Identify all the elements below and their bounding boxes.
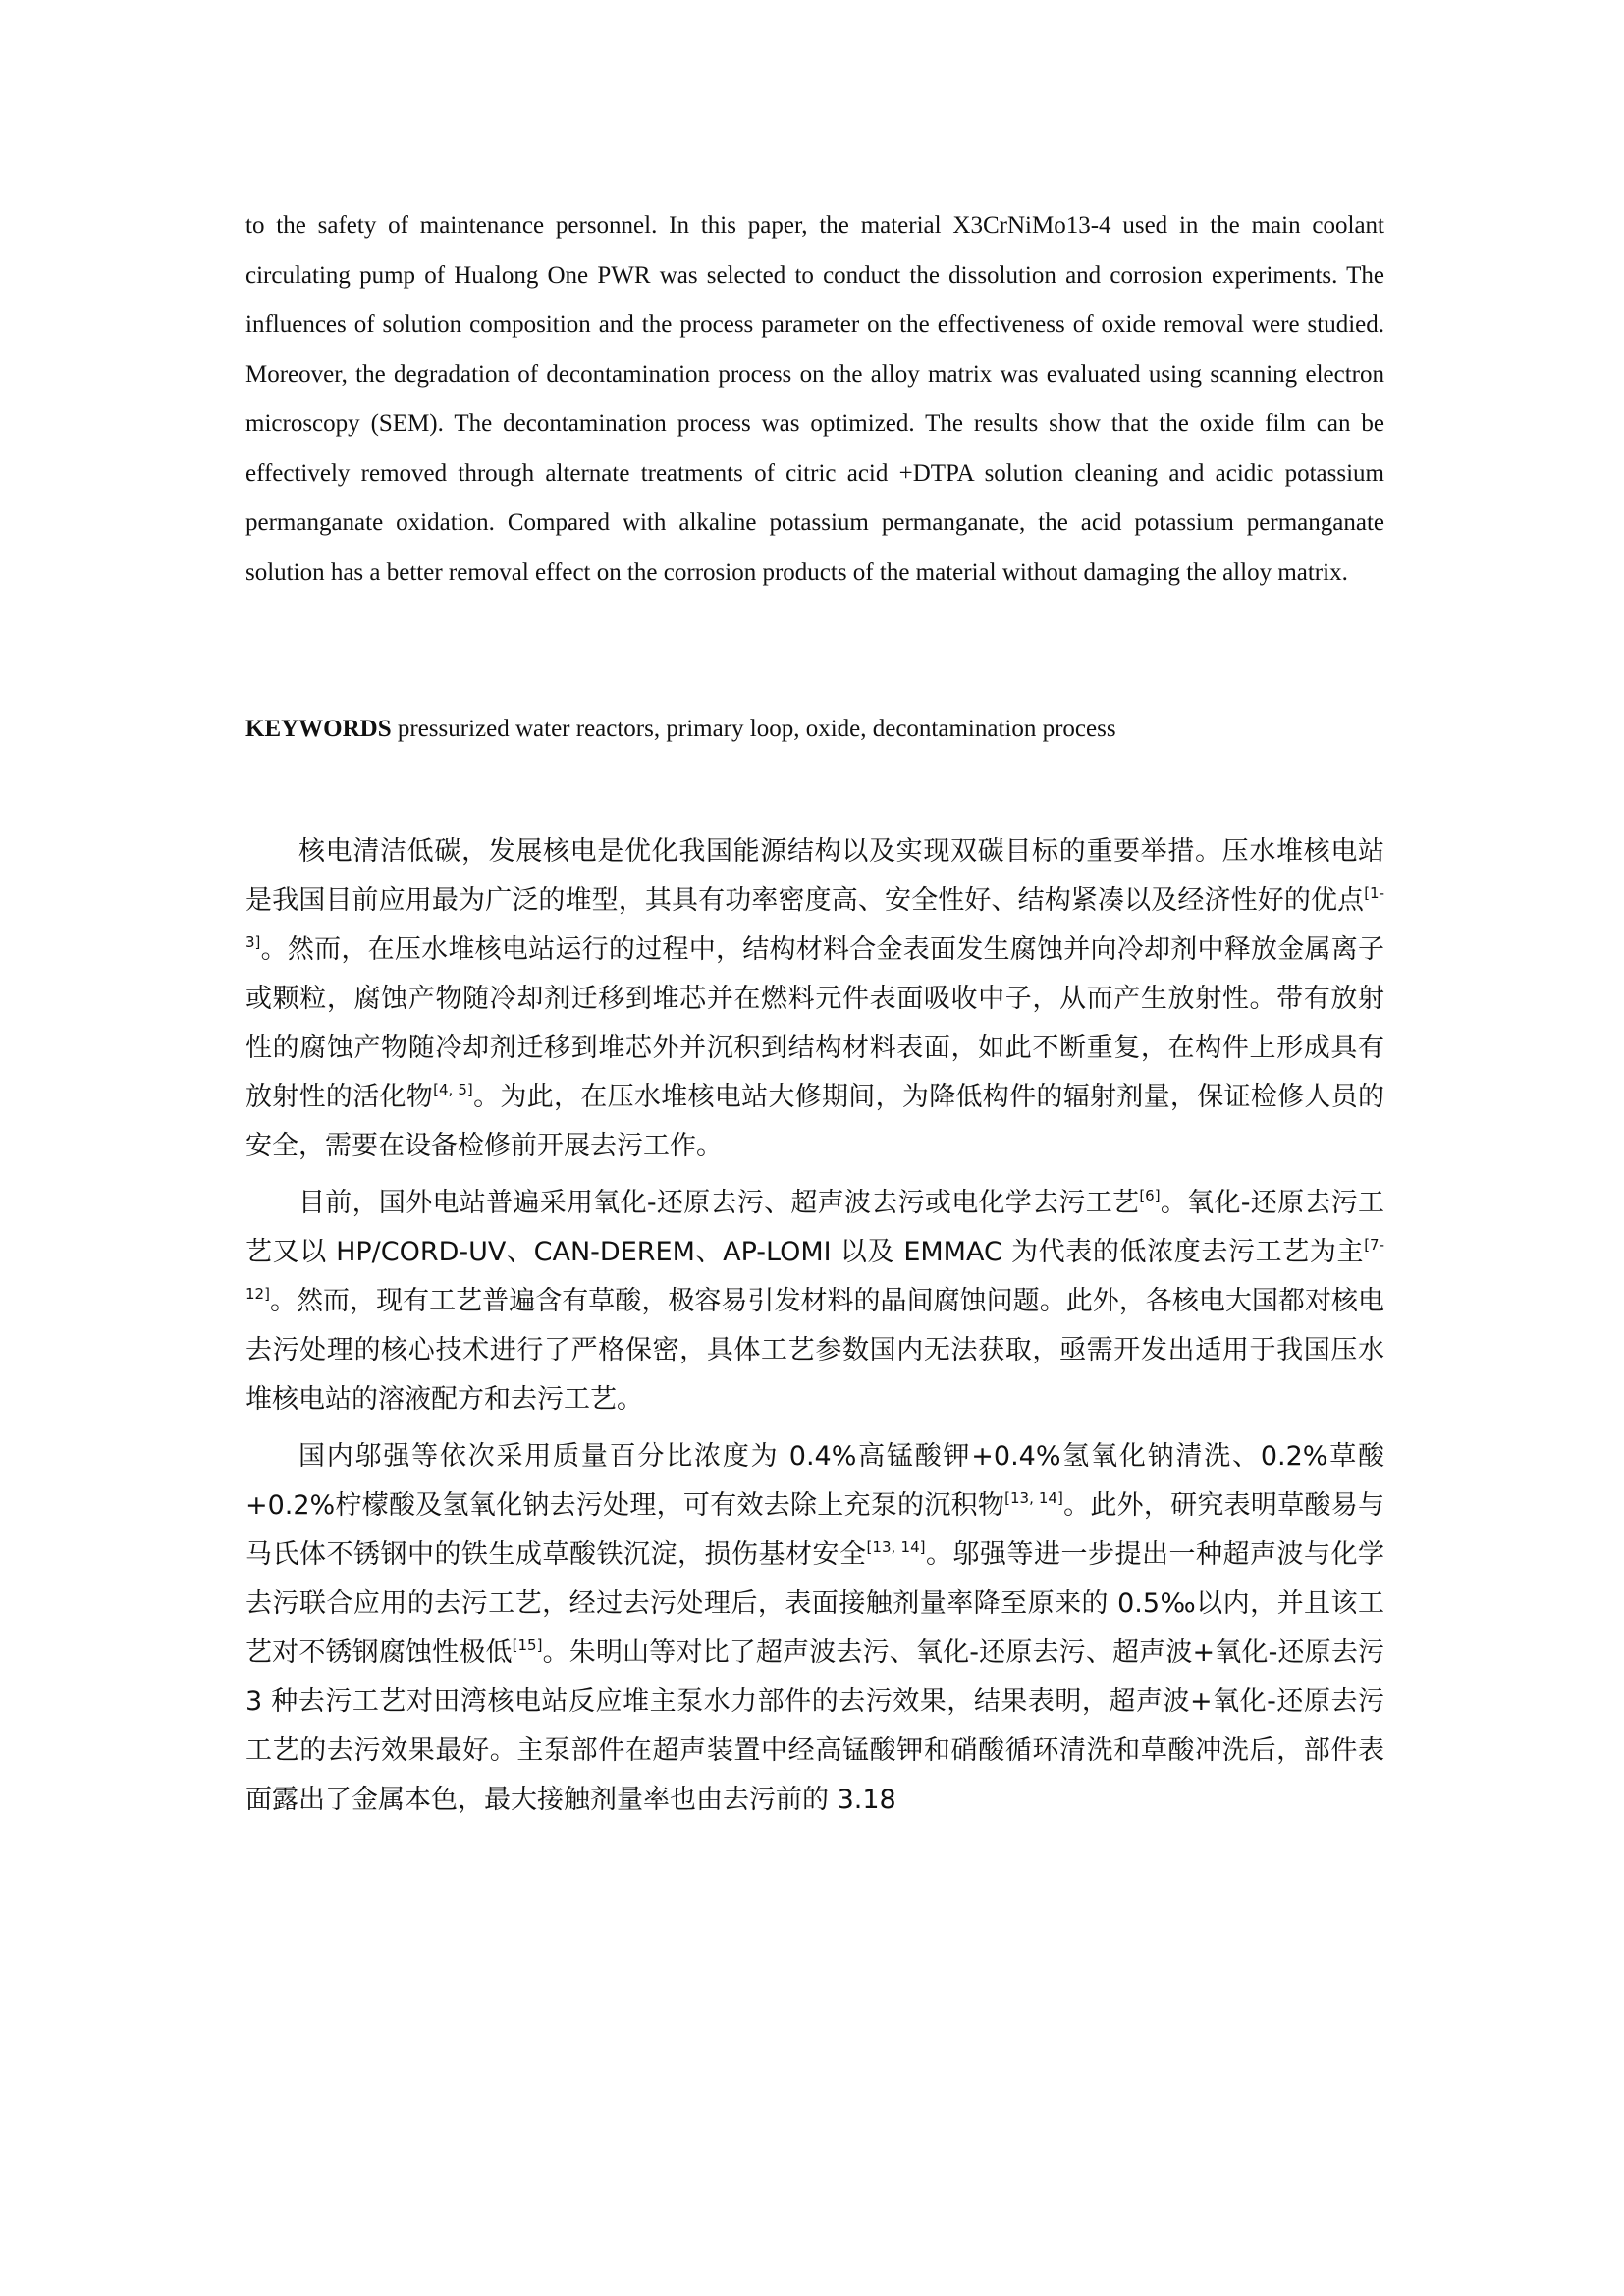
p2-citation-2[interactable]: [7-12] — [245, 1236, 1384, 1303]
p1-citation-1[interactable]: [1-3] — [245, 884, 1384, 951]
p1-text-3: 。为此，在压水堆核电站大修期间，为降低构件的辐射剂量，保证检修人员的安全，需要在设备检修前开展去污工作。 — [245, 1082, 1385, 1161]
paragraph-3 — [245, 1432, 1384, 1825]
p2-text-3: 。然而，现有工艺普遍含有草酸，极容易引发材料的晶间腐蚀问题。此外，各核电大国都对核电去污处理的核心技术进行了严格保密，具体工艺参数国内无法获取，亟需开发出适用于我国压水堆核电站的溶液配方和去污工艺。 — [245, 1286, 1384, 1415]
p1-text-1: 核电清洁低碳，发展核电是优化我国能源结构以及实现双碳目标的重要举措。压水堆核电站是我国目前应用最为广泛的堆型，其具有功率密度高、安全性好、结构紧凑以及经济性好的优点 — [245, 836, 1384, 916]
p2-citation-1[interactable]: [6] — [1139, 1187, 1161, 1204]
paragraph-2 — [245, 1179, 1384, 1424]
keywords-text: pressurized water reactors, primary loop, oxide, decontamination process — [391, 716, 1116, 742]
p3-text-3: 。邬强等进一步提出一种超声波与化学去污联合应用的去污工艺，经过去污处理后，表面接触剂量率降至原来的 0.5‰以内，并且该工艺对不锈钢腐蚀性极低 — [245, 1539, 1385, 1668]
p3-citation-2[interactable]: [13, 14] — [866, 1538, 926, 1556]
p2-text-1: 目前，国外电站普遍采用氧化-还原去污、超声波去污或电化学去污工艺 — [298, 1188, 1140, 1218]
p3-text-1: 国内邬强等依次采用质量百分比浓度为 0.4%高锰酸钾+0.4%氢氧化钠清洗、0.2%草酸+0.2%柠檬酸及氢氧化钠去污处理，可有效去除上充泵的沉积物 — [245, 1441, 1384, 1521]
p3-text-4: 。朱明山等对比了超声波去污、氧化-还原去污、超声波+氧化-还原去污 3 种去污工艺对田湾核电站反应堆主泵水力部件的去污效果，结果表明，超声波+氧化-还原去污工艺的去污效果最好。主泵部件在超声装置中经高锰酸钾和硝酸循环清洗和草酸冲洗后，部件表面露出了金属本色，最大接触剂量率也由去污前的 3.18 — [245, 1637, 1385, 1815]
p1-citation-2[interactable]: [4, 5] — [433, 1081, 473, 1098]
p3-citation-3[interactable]: [15] — [512, 1636, 543, 1654]
p2-text-2: 。氧化-还原去污工艺又以 HP/CORD-UV、CAN-DEREM、AP-LOMI 以及 EMMAC 为代表的低浓度去污工艺为主 — [245, 1188, 1384, 1267]
abstract-text: to the safety of maintenance personnel. In this paper, the material X3CrNiMo13-4 used in the main coolant circulating pump of Hualong One PWR was selected to conduct the dissolution and corrosion experiments. The influences of solution composition and the process parameter on the effectiveness of oxide removal were studied. Moreover, the degradation of decontamination process on the alloy matrix was evaluated using scanning electron microscopy (SEM). The decontamination process was optimized. The results show that the oxide film can be effectively removed through alternate treatments of citric acid +DTPA solution cleaning and acidic potassium permanganate oxidation. Compared with alkaline potassium permanganate, the acid potassium permanganate solution has a better removal effect on the corrosion products of the material without damaging the alloy matrix. — [245, 212, 1384, 586]
p3-text-2: 。此外，研究表明草酸易与马氏体不锈钢中的铁生成草酸铁沉淀，损伤基材安全 — [245, 1490, 1384, 1570]
keywords-label: KEYWORDS — [245, 716, 392, 742]
paragraph-1 — [245, 828, 1384, 1171]
keywords-line — [245, 705, 1384, 755]
p1-text-2: 。然而，在压水堆核电站运行的过程中，结构材料合金表面发生腐蚀并向冷却剂中释放金属离子或颗粒，腐蚀产物随冷却剂迁移到堆芯并在燃料元件表面吸收中子，从而产生放射性。带有放射性的腐蚀产物随冷却剂迁移到堆芯外并沉积到结构材料表面，如此不断重复，在构件上形成具有放射性的活化物 — [245, 934, 1384, 1112]
body-text — [245, 828, 1384, 1833]
p3-citation-1[interactable]: [13, 14] — [1004, 1489, 1063, 1507]
